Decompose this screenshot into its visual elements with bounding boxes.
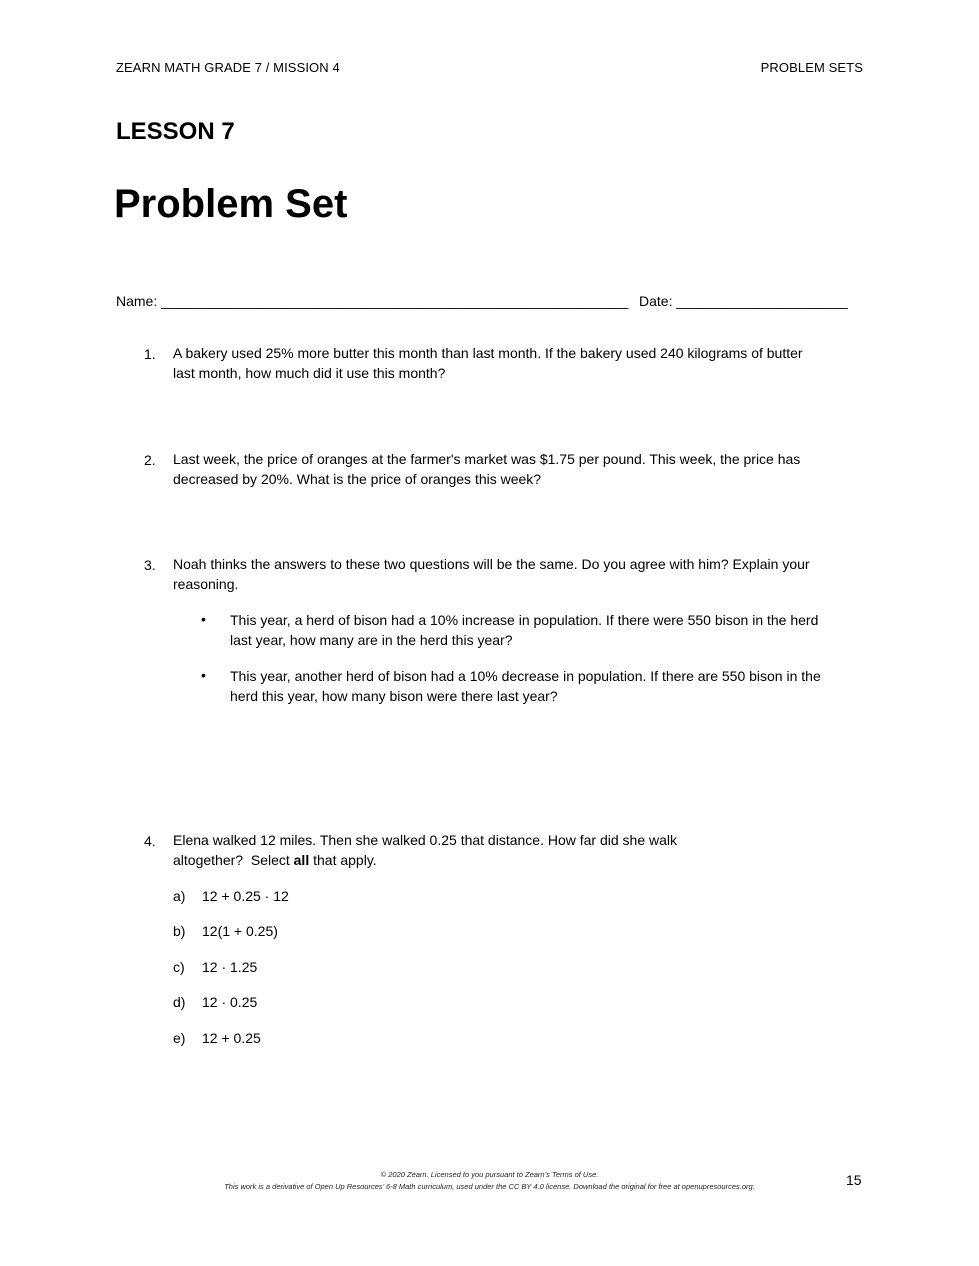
bullet-icon: • bbox=[201, 667, 206, 683]
problem-1-text bbox=[173, 343, 803, 383]
option-d-label: d) bbox=[173, 994, 186, 1010]
document-header-left: ZEARN MATH GRADE 7 / MISSION 4 bbox=[116, 60, 340, 75]
problem-3-line-2: reasoning. bbox=[173, 576, 239, 592]
problem-2-text bbox=[173, 449, 800, 489]
problem-4-line-2-start: altogether? Select bbox=[173, 852, 294, 868]
page-title: Problem Set bbox=[114, 182, 348, 226]
problem-4-number: 4. bbox=[144, 833, 156, 849]
problem-4-line-2 bbox=[173, 850, 677, 870]
problem-4-emphasis: all bbox=[293, 852, 310, 868]
problem-3-text bbox=[173, 554, 810, 594]
footer-attribution-line: This work is a derivative of Open Up Resources’ 6-8 Math curriculum, used under the CC BY 4.0 license. Download the original for free at openupresources.org. bbox=[224, 1182, 755, 1191]
problem-3-bullet-2-line-2: herd this year, how many bison were there last year? bbox=[230, 688, 558, 704]
problem-4-line-1: Elena walked 12 miles. Then she walked 0.25 that distance. How far did she walk bbox=[173, 832, 678, 848]
lesson-heading: LESSON 7 bbox=[116, 118, 235, 145]
option-e-label: e) bbox=[173, 1030, 186, 1046]
problem-3-bullet-1 bbox=[230, 610, 818, 650]
document-header-right: PROBLEM SETS bbox=[760, 60, 863, 75]
option-c-label: c) bbox=[173, 959, 185, 975]
option-e-text: 12 + 0.25 bbox=[202, 1030, 261, 1046]
problem-3-bullet-2-line-1: This year, another herd of bison had a 10% decrease in population. If there are 550 bison in the bbox=[230, 668, 821, 684]
option-c-text: 12 · 1.25 bbox=[202, 959, 258, 975]
problem-1-line-1: A bakery used 25% more butter this month than last month. If the bakery used 240 kilograms of butter bbox=[173, 345, 803, 361]
problem-3-bullet-1-line-1: This year, a herd of bison had a 10% increase in population. If there were 550 bison in the herd bbox=[230, 612, 819, 628]
option-a-label: a) bbox=[173, 888, 186, 904]
option-d-text: 12 · 0.25 bbox=[202, 994, 258, 1010]
footer-license-line: © 2020 Zearn. Licensed to you pursuant to Zearn’s Terms of Use. bbox=[380, 1170, 599, 1179]
option-b-label: b) bbox=[173, 923, 186, 939]
problem-4-line-2-end: that apply. bbox=[309, 852, 377, 868]
problem-2-number: 2. bbox=[144, 452, 156, 468]
problem-3-number: 3. bbox=[144, 557, 156, 573]
name-field: Name: ____________________________________________________________ bbox=[116, 293, 629, 309]
problem-1-line-2: last month, how much did it use this month? bbox=[173, 365, 446, 381]
problem-1-number: 1. bbox=[144, 346, 156, 362]
problem-3-bullet-1-line-2: last year, how many are in the herd this year? bbox=[230, 632, 513, 648]
date-field: Date: ______________________ bbox=[639, 293, 848, 309]
bullet-icon: • bbox=[201, 611, 206, 627]
problem-4-text bbox=[173, 830, 677, 870]
option-b-text: 12(1 + 0.25) bbox=[202, 923, 278, 939]
problem-3-bullet-2 bbox=[230, 666, 821, 706]
problem-3-line-1: Noah thinks the answers to these two questions will be the same. Do you agree with him? Explain your bbox=[173, 556, 810, 572]
page-number: 15 bbox=[846, 1172, 862, 1188]
problem-2-line-1: Last week, the price of oranges at the farmer's market was $1.75 per pound. This week, the price has bbox=[173, 451, 801, 467]
problem-2-line-2: decreased by 20%. What is the price of oranges this week? bbox=[173, 471, 542, 487]
option-a-text: 12 + 0.25 · 12 bbox=[202, 888, 289, 904]
